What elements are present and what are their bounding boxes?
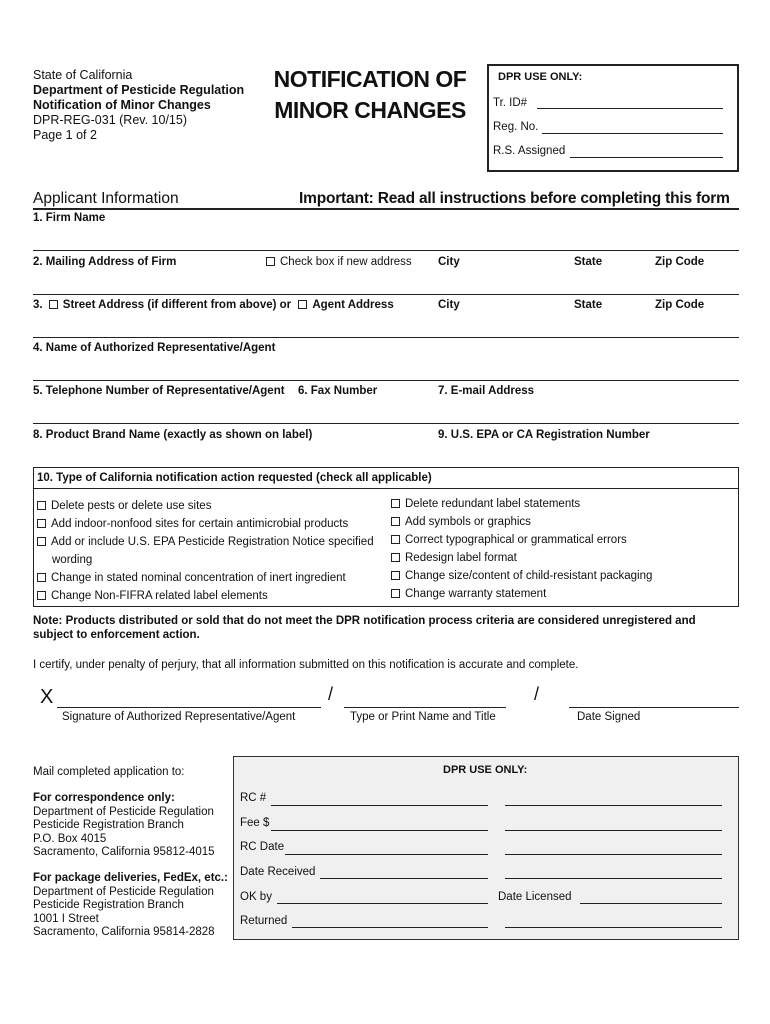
new-address-checkbox-group — [266, 256, 412, 268]
returned-label: Returned — [240, 915, 288, 927]
street-address-field[interactable] — [33, 337, 739, 338]
department-name: Department of Pesticide Regulation — [33, 83, 245, 97]
street-address-group — [33, 299, 394, 311]
date-licensed-label: Date Licensed — [498, 891, 572, 903]
rs-assigned-label: R.S. Assigned — [493, 145, 566, 157]
rc-date-field[interactable] — [285, 854, 488, 855]
address-line: Pesticide Registration Branch — [33, 899, 184, 911]
state-label-2: State — [574, 299, 603, 311]
signature-slash-2: / — [534, 684, 540, 704]
rc-label: RC # — [240, 792, 267, 804]
dpr-box-heading: DPR USE ONLY: — [498, 71, 583, 83]
state-name: State of California — [33, 68, 133, 82]
rep-name-field[interactable] — [33, 380, 739, 381]
option-checkbox[interactable] — [37, 519, 46, 528]
mailing-address-field[interactable] — [33, 294, 739, 295]
reg-no-label: Reg. No. — [493, 121, 539, 133]
returned-field-2[interactable] — [505, 927, 722, 928]
dpr-use-box-bottom — [233, 756, 739, 940]
option-checkbox[interactable] — [37, 591, 46, 600]
signature-field[interactable] — [57, 707, 321, 708]
date-received-field-2[interactable] — [505, 878, 722, 879]
option-label: Delete redundant label statements — [405, 498, 581, 510]
option-label: Add or include U.S. EPA Pesticide Registration Notice specified — [51, 536, 374, 548]
street-address-label: Street Address (if different from above) or — [62, 299, 292, 311]
brand-name-label: 8. Product Brand Name (exactly as shown on label) — [33, 429, 313, 441]
telephone-label: 5. Telephone Number of Representative/Agent — [33, 385, 285, 397]
new-address-checkbox[interactable] — [266, 257, 275, 266]
fee-field[interactable] — [271, 830, 488, 831]
rc-field[interactable] — [271, 805, 488, 806]
rc-field-2[interactable] — [505, 805, 722, 806]
new-address-label: Check box if new address — [280, 256, 412, 268]
registration-number-label: 9. U.S. EPA or CA Registration Number — [438, 429, 650, 441]
ok-by-field[interactable] — [277, 903, 488, 904]
section-10-box — [33, 467, 739, 607]
applicant-heading: Applicant Information — [33, 190, 179, 207]
date-signed-label: Date Signed — [577, 711, 641, 723]
date-received-field[interactable] — [320, 878, 488, 879]
option-label: Add indoor-nonfood sites for certain antimicrobial products — [51, 518, 349, 530]
title-line-1: NOTIFICATION OF — [273, 66, 467, 92]
section-10-heading: 10. Type of California notification action requested (check all applicable) — [34, 468, 738, 489]
zip-label-2: Zip Code — [655, 299, 705, 311]
page-title — [262, 64, 478, 126]
street-prefix: 3. — [33, 299, 43, 311]
form-name: Notification of Minor Changes — [33, 98, 211, 112]
address-line: 1001 I Street — [33, 912, 99, 925]
option-checkbox[interactable] — [37, 537, 46, 546]
enforcement-note: Note: Products distributed or sold that do not meet the DPR notification process criteria are considered unregistered and subject to enforcement action. — [33, 615, 696, 641]
option-label: Redesign label format — [405, 552, 517, 564]
correspondence-address — [33, 792, 215, 860]
date-licensed-field[interactable] — [580, 903, 722, 904]
dpr-use-box-top — [487, 64, 739, 172]
address-line: P.O. Box 4015 — [33, 832, 107, 845]
page-number: Page 1 of 2 — [33, 128, 97, 142]
mailing-address-label: 2. Mailing Address of Firm — [33, 256, 177, 268]
option-checkbox[interactable] — [391, 553, 400, 562]
city-label-2: City — [438, 299, 460, 311]
zip-label-1: Zip Code — [655, 256, 705, 268]
option-label: Change Non-FIFRA related label elements — [51, 590, 268, 602]
option-checkbox[interactable] — [391, 517, 400, 526]
package-address — [33, 872, 228, 940]
tr-id-label: Tr. ID# — [493, 97, 528, 109]
correspondence-heading: For correspondence only: — [33, 792, 175, 804]
dpr-use-heading: DPR USE ONLY: — [443, 764, 528, 776]
tr-id-field[interactable] — [537, 108, 723, 109]
form-number: DPR-REG-031 (Rev. 10/15) — [33, 113, 187, 127]
address-line: Pesticide Registration Branch — [33, 819, 184, 831]
option-checkbox[interactable] — [391, 535, 400, 544]
signature-label: Signature of Authorized Representative/Agent — [62, 711, 296, 723]
returned-field[interactable] — [292, 927, 488, 928]
option-checkbox[interactable] — [37, 501, 46, 510]
date-signed-field[interactable] — [569, 707, 739, 708]
fee-field-2[interactable] — [505, 830, 722, 831]
option-label-continued: wording — [52, 554, 93, 566]
option-checkbox[interactable] — [391, 499, 400, 508]
fee-label: Fee $ — [240, 817, 270, 829]
option-checkbox[interactable] — [391, 589, 400, 598]
rc-date-field-2[interactable] — [505, 854, 722, 855]
address-line: Department of Pesticide Regulation — [33, 805, 214, 818]
option-label: Add symbols or graphics — [405, 516, 531, 528]
agent-address-checkbox[interactable] — [298, 300, 307, 309]
address-line: Sacramento, California 95812-4015 — [33, 846, 215, 858]
package-heading: For package deliveries, FedEx, etc.: — [33, 872, 228, 884]
option-label: Change in stated nominal concentration of inert ingredient — [51, 572, 346, 584]
address-line: Sacramento, California 95814-2828 — [33, 926, 215, 938]
email-label: 7. E-mail Address — [438, 385, 535, 397]
option-label: Change size/content of child-resistant packaging — [405, 570, 653, 582]
option-checkbox[interactable] — [391, 571, 400, 580]
title-line-2: MINOR CHANGES — [274, 97, 466, 123]
applicant-divider — [33, 208, 739, 210]
header-address — [33, 68, 244, 143]
fax-label: 6. Fax Number — [298, 385, 378, 397]
signature-slash-1: / — [328, 684, 334, 704]
address-line: Department of Pesticide Regulation — [33, 885, 214, 898]
rc-date-label: RC Date — [240, 841, 285, 853]
mail-intro: Mail completed application to: — [33, 766, 185, 778]
signature-x-mark: X — [40, 686, 54, 708]
agent-address-label: Agent Address — [312, 299, 394, 311]
section-10-right-options — [391, 495, 652, 603]
ok-by-label: OK by — [240, 891, 272, 903]
option-label: Delete pests or delete use sites — [51, 500, 212, 512]
important-notice: Important: Read all instructions before completing this form — [299, 190, 730, 207]
street-address-checkbox[interactable] — [49, 300, 58, 309]
rs-assigned-field[interactable] — [570, 157, 723, 158]
reg-no-field[interactable] — [542, 133, 723, 134]
option-checkbox[interactable] — [37, 573, 46, 582]
date-received-label: Date Received — [240, 866, 316, 878]
firm-name-label: 1. Firm Name — [33, 212, 106, 224]
name-title-field[interactable] — [344, 707, 506, 708]
certification-statement: I certify, under penalty of perjury, that all information submitted on this notification is accurate and complete. — [33, 659, 579, 671]
name-title-label: Type or Print Name and Title — [350, 711, 496, 723]
option-label: Correct typographical or grammatical errors — [405, 534, 627, 546]
city-label-1: City — [438, 256, 460, 268]
section-10-left-options — [37, 497, 374, 605]
rep-name-label: 4. Name of Authorized Representative/Agent — [33, 342, 276, 354]
contact-field-line[interactable] — [33, 423, 739, 424]
state-label-1: State — [574, 256, 603, 268]
option-label: Change warranty statement — [405, 588, 547, 600]
firm-name-field[interactable] — [33, 250, 739, 251]
